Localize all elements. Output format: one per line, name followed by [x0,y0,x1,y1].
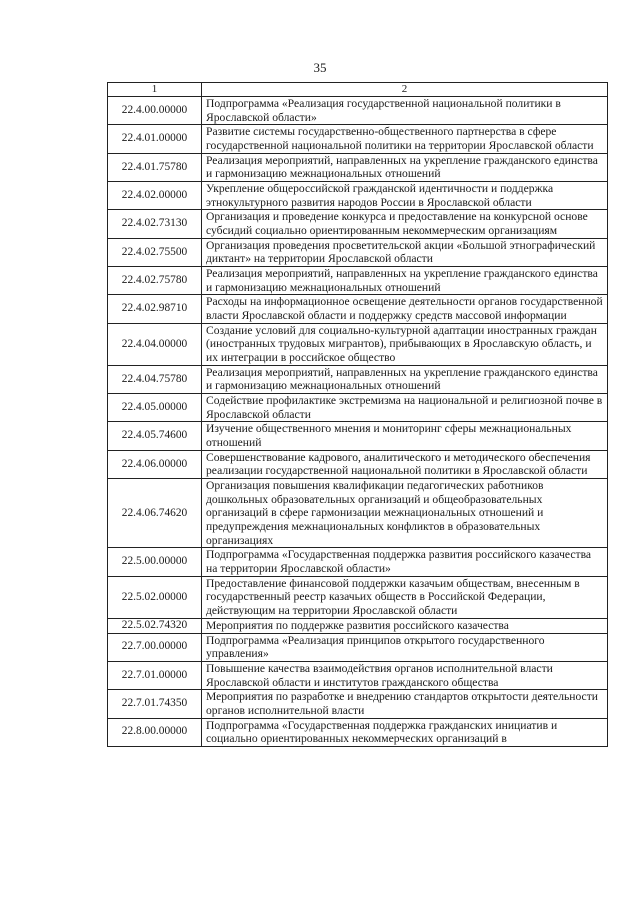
row-code: 22.8.00.00000 [108,718,202,746]
row-description: Мероприятия по разработке и внедрению стандартов открытости деятельности органов исполнительной власти [202,690,608,718]
table-row [108,96,608,124]
row-code: 22.4.06.00000 [108,450,202,478]
table-row [108,295,608,323]
row-description: Подпрограмма «Реализация принципов открытого государственного управления» [202,633,608,661]
row-description: Мероприятия по поддержке развития российского казачества [202,618,608,633]
table-row [108,576,608,618]
table-row [108,618,608,633]
row-code: 22.4.01.75780 [108,153,202,181]
row-code: 22.4.02.75500 [108,238,202,266]
row-code: 22.4.00.00000 [108,96,202,124]
table-row [108,548,608,576]
row-description: Содействие профилактике экстремизма на национальной и религиозной почве в Ярославской области [202,394,608,422]
row-code: 22.5.02.00000 [108,576,202,618]
row-description: Реализация мероприятий, направленных на укрепление гражданского единства и гармонизацию межнациональных отношений [202,365,608,393]
row-description: Создание условий для социально-культурной адаптации иностранных граждан (иностранных трудовых мигрантов), прибывающих в Ярославскую область, и их интеграции в российское общество [202,323,608,365]
table-row [108,633,608,661]
table-row [108,125,608,153]
row-code: 22.7.01.74350 [108,690,202,718]
row-description: Совершенствование кадрового, аналитического и методического обеспечения реализации государственной национальной политики в Ярославской области [202,450,608,478]
table-row [108,479,608,548]
table-row [108,690,608,718]
table-row [108,153,608,181]
row-code: 22.7.00.00000 [108,633,202,661]
row-code: 22.4.02.73130 [108,210,202,238]
row-description: Предоставление финансовой поддержки казачьим обществам, внесенным в государственный реестр казачьих обществ в Российской Федерации, действующим на территории Ярославской области [202,576,608,618]
row-description: Организация повышения квалификации педагогических работников дошкольных образовательных организаций и общеобразовательных организаций в сфере гармонизации межнациональных отношений и предупреждения межнациональных конфликтов в образовательных организациях [202,479,608,548]
table-row [108,365,608,393]
row-description: Расходы на информационное освещение деятельности органов государственной власти Ярославской области и поддержку средств массовой информации [202,295,608,323]
row-code: 22.4.04.00000 [108,323,202,365]
row-code: 22.4.02.98710 [108,295,202,323]
row-code: 22.5.00.00000 [108,548,202,576]
table-row [108,422,608,450]
table-row [108,182,608,210]
page-number: 35 [313,60,327,75]
column-header-2: 2 [202,83,608,97]
classification-table [107,82,608,747]
row-code: 22.4.01.00000 [108,125,202,153]
row-code: 22.4.06.74620 [108,479,202,548]
row-description: Реализация мероприятий, направленных на укрепление гражданского единства и гармонизацию межнациональных отношений [202,153,608,181]
row-description: Организация проведения просветительской акции «Большой этнографический диктант» на территории Ярославской области [202,238,608,266]
row-code: 22.4.05.00000 [108,394,202,422]
row-code: 22.4.02.75780 [108,267,202,295]
row-code: 22.5.02.74320 [108,618,202,633]
table-row [108,210,608,238]
table-row [108,394,608,422]
table-row [108,238,608,266]
row-description: Организация и проведение конкурса и предоставление на конкурсной основе субсидий социально ориентированным некоммерческим организациям [202,210,608,238]
table-row [108,718,608,746]
row-code: 22.4.02.00000 [108,182,202,210]
row-description: Изучение общественного мнения и мониторинг сферы межнациональных отношений [202,422,608,450]
row-description: Повышение качества взаимодействия органов исполнительной власти Ярославской области и институтов гражданского общества [202,661,608,689]
row-description: Подпрограмма «Государственная поддержка развития российского казачества на территории Ярославской области» [202,548,608,576]
table-row [108,323,608,365]
table-row [108,450,608,478]
row-code: 22.7.01.00000 [108,661,202,689]
row-code: 22.4.04.75780 [108,365,202,393]
row-description: Подпрограмма «Реализация государственной национальной политики в Ярославской области» [202,96,608,124]
table-row [108,267,608,295]
row-description: Реализация мероприятий, направленных на укрепление гражданского единства и гармонизацию межнациональных отношений [202,267,608,295]
row-description: Укрепление общероссийской гражданской идентичности и поддержка этнокультурного развития народов России в Ярославской области [202,182,608,210]
row-description: Развитие системы государственно-общественного партнерства в сфере государственной национальной политики на территории Ярославской области [202,125,608,153]
column-header-1: 1 [108,83,202,97]
row-code: 22.4.05.74600 [108,422,202,450]
table-row [108,661,608,689]
table-header-row [108,83,608,97]
row-description: Подпрограмма «Государственная поддержка гражданских инициатив и социально ориентированных некоммерческих организаций в [202,718,608,746]
